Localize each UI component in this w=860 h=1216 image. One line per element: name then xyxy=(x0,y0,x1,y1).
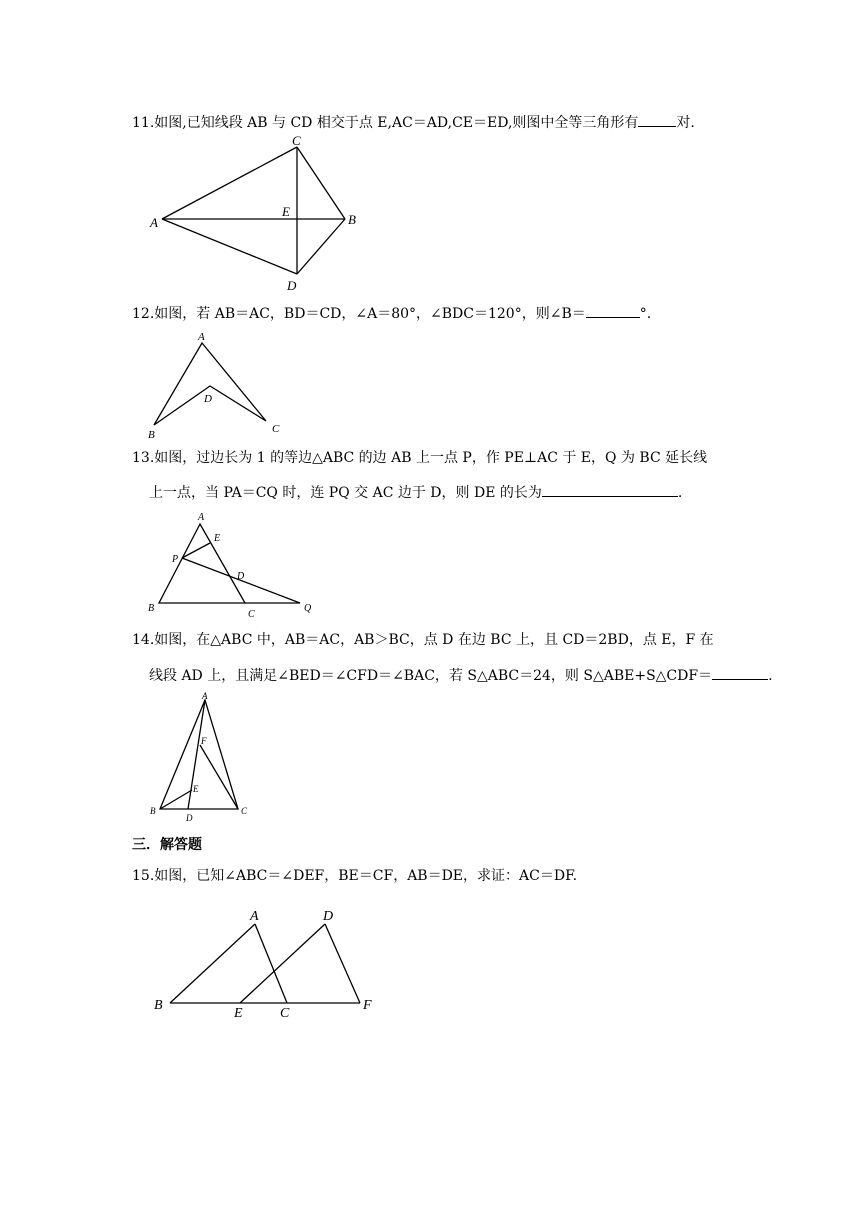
question-14-line-2 xyxy=(149,665,773,686)
fig15-label-B: B xyxy=(154,998,163,1013)
q14-blank[interactable] xyxy=(712,665,768,680)
fig14-label-C: C xyxy=(241,806,248,816)
q12-tail: °. xyxy=(639,306,652,322)
q15-number: 15. xyxy=(132,868,155,884)
fig13-label-B: B xyxy=(148,603,155,614)
question-12 xyxy=(132,303,651,324)
figure-15 xyxy=(140,900,390,1025)
fig14-label-E: E xyxy=(193,784,199,794)
q11-text: 如图,已知线段 AB 与 CD 相交于点 E,AC＝AD,CE＝ED,则图中全等三角形有 xyxy=(154,115,639,131)
question-15 xyxy=(132,866,577,886)
q14-number: 14. xyxy=(132,632,155,648)
fig14-label-A: A xyxy=(202,691,208,701)
q15-text: 如图，已知∠ABC＝∠DEF，BE＝CF，AB＝DE，求证：AC＝DF. xyxy=(154,868,578,884)
fig15-label-D: D xyxy=(323,909,334,924)
figure-11 xyxy=(140,134,370,294)
question-13-line-1 xyxy=(132,448,707,468)
fig11-label-E: E xyxy=(282,204,290,219)
question-13-line-2 xyxy=(149,482,682,503)
q14-text-line-2: 线段 AD 上，且满足∠BED＝∠CFD＝∠BAC，若 S△ABC＝24，则 S△ABE+S△CDF＝ xyxy=(149,668,713,684)
q13-blank[interactable] xyxy=(542,482,678,497)
q12-blank[interactable] xyxy=(586,303,640,318)
section-heading: 三．解答题 xyxy=(132,837,202,853)
figure-12 xyxy=(140,328,300,440)
figure-13 xyxy=(140,510,330,622)
q12-number: 12. xyxy=(132,306,155,322)
fig12-label-C: C xyxy=(272,423,280,435)
fig15-label-F: F xyxy=(363,998,372,1013)
fig11-label-C: C xyxy=(292,134,301,148)
fig14-label-B: B xyxy=(150,806,156,816)
q11-number: 11. xyxy=(132,115,155,131)
figure-14 xyxy=(140,690,260,825)
fig11-label-A: A xyxy=(150,215,158,230)
fig12-label-D: D xyxy=(204,393,212,405)
q13-number: 13. xyxy=(132,450,155,466)
fig15-label-C: C xyxy=(280,1006,290,1021)
question-14-line-1 xyxy=(132,630,714,650)
q13-text-line-2: 上一点，当 PA＝CQ 时，连 PQ 交 AC 边于 D，则 DE 的长为 xyxy=(149,485,542,501)
fig13-label-Q: Q xyxy=(304,603,312,614)
fig13-label-E: E xyxy=(214,533,221,544)
fig15-label-A: A xyxy=(250,909,259,924)
fig13-label-C: C xyxy=(248,609,255,620)
q11-tail: 对. xyxy=(676,115,695,131)
fig12-label-B: B xyxy=(148,429,155,440)
q11-blank[interactable] xyxy=(638,112,676,127)
q13-text-line-1: 如图，过边长为 1 的等边△ABC 的边 AB 上一点 P，作 PE⊥AC 于 E，Q 为 BC 延长线 xyxy=(154,450,708,466)
q14-tail: . xyxy=(768,668,773,684)
fig13-label-D: D xyxy=(237,571,245,582)
fig15-label-E: E xyxy=(234,1006,243,1021)
fig12-label-A: A xyxy=(198,331,205,343)
fig11-label-D: D xyxy=(287,278,297,293)
q13-tail: . xyxy=(677,485,683,501)
q14-text-line-1: 如图，在△ABC 中，AB＝AC，AB＞BC，点 D 在边 BC 上，且 CD＝2BD，点 E，F 在 xyxy=(154,632,714,648)
fig11-label-B: B xyxy=(348,212,356,227)
question-11 xyxy=(132,112,695,133)
fig14-label-D: D xyxy=(186,813,193,823)
fig14-label-F: F xyxy=(201,736,207,746)
q12-text: 如图，若 AB＝AC，BD＝CD，∠A＝80°，∠BDC＝120°，则∠B＝ xyxy=(154,306,586,322)
fig13-label-A: A xyxy=(198,512,205,523)
fig13-label-P: P xyxy=(172,554,179,565)
